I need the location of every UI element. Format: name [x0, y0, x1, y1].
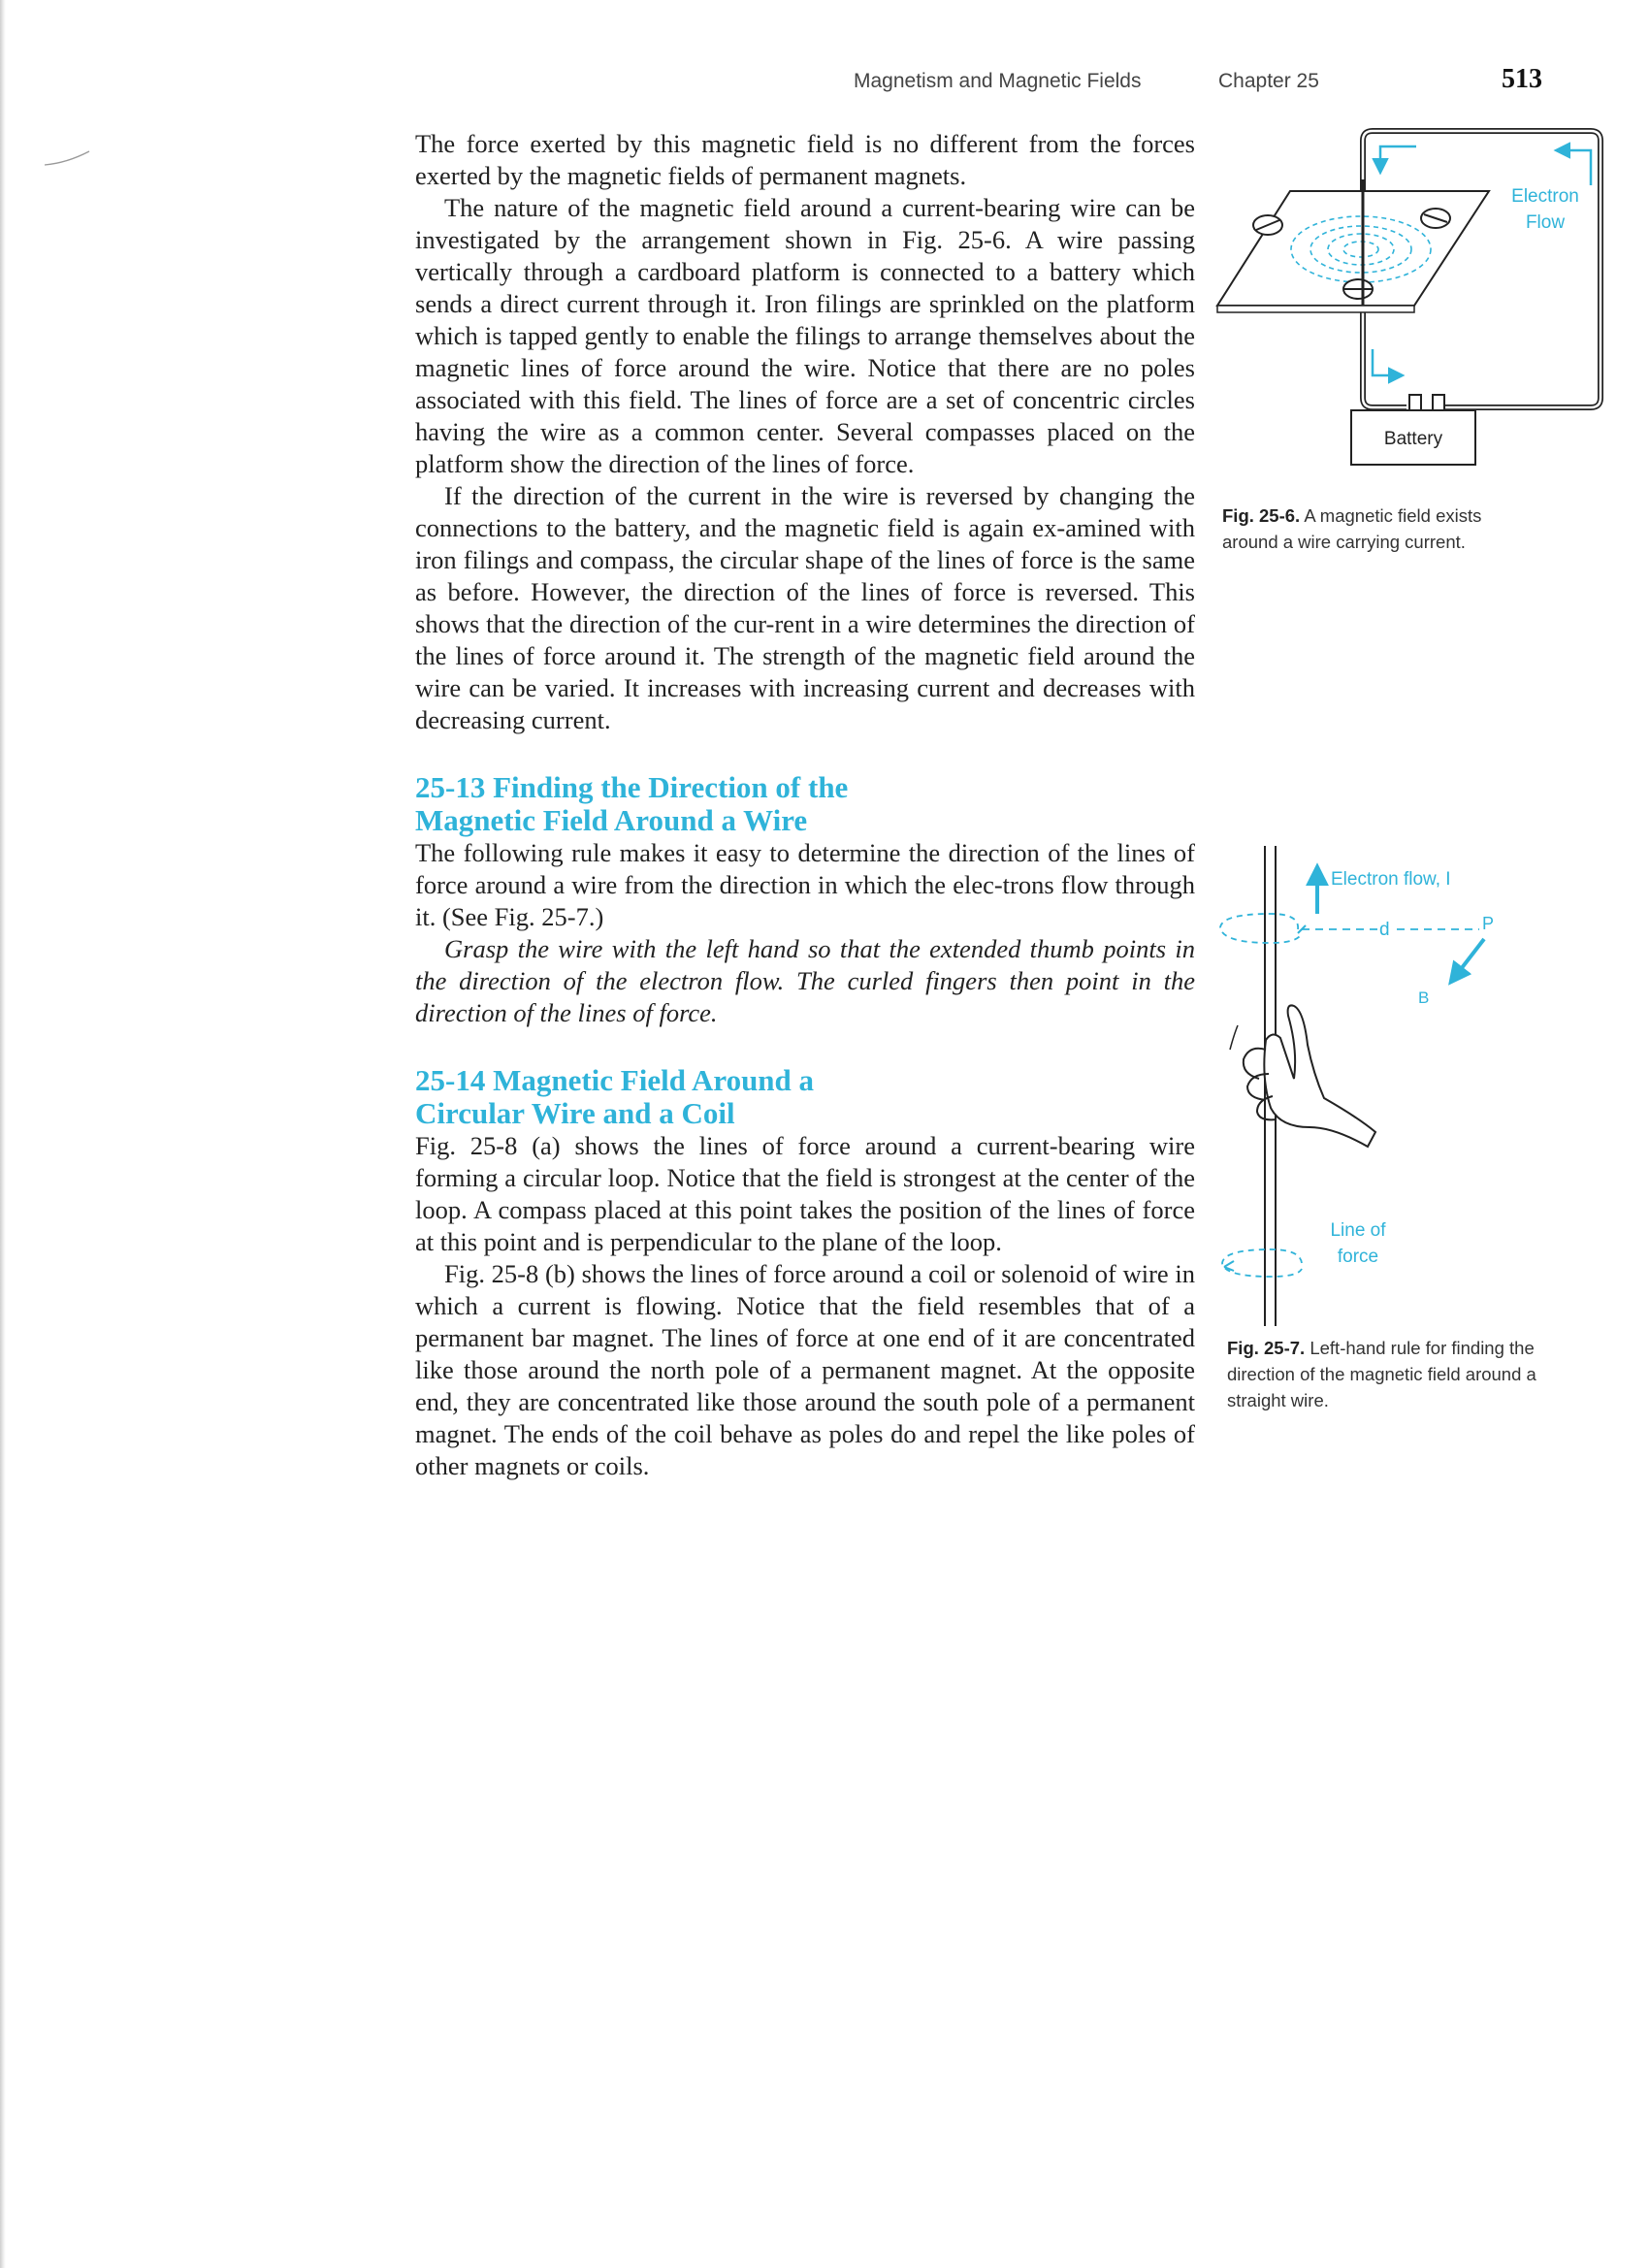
figure-25-6-caption [1222, 502, 1542, 555]
paragraph: The nature of the magnetic field around a current-bearing wire can be investigated by the arrangement shown in Fig. 25-6. A wire passing vertically through a cardboard platform is connected to a battery which sends a direct current through it. Iron filings are sprinkled on the platform which is tapped gently to enable the filings to arrange themselves about the magnetic lines of force around the wire. Notice that there are no poles associated with this field. The lines of force are a set of concentric circles having the wire as a common center. Several compasses placed on the platform show the direction of the lines of force. [415, 193, 1195, 478]
caption-text: A magnetic field exists around a wire carrying current. [1222, 505, 1482, 552]
paragraph: The force exerted by this magnetic field is no different from the forces exerted by the magnetic fields of permanent magnets. [415, 129, 1195, 190]
left-hand-icon [1230, 1005, 1375, 1147]
scan-mark [43, 147, 91, 169]
heading-line: Circular Wire and a Coil [415, 1096, 735, 1130]
point-label: P [1482, 914, 1495, 933]
page-edge [0, 0, 6, 2268]
heading-line: 25-13 Finding the Direction of the [415, 770, 849, 804]
heading-line: 25-14 Magnetic Field Around a [415, 1063, 815, 1097]
paragraph: The following rule makes it easy to determine the direction of the lines of force around a wire from the direction in which the elec-trons flow through it. (See Fig. 25-7.) [415, 838, 1195, 931]
caption-text: Left-hand rule for finding the direction of the magnetic field around a straight wire. [1227, 1338, 1536, 1410]
heading-line: Magnetic Field Around a Wire [415, 803, 808, 837]
section-heading-25-13 [415, 771, 1195, 837]
electron-flow-label: Electron flow, I [1331, 869, 1451, 890]
running-head [854, 64, 1542, 103]
battery-label: Battery [1383, 429, 1443, 449]
line-of-label: Line of [1330, 1220, 1386, 1241]
caption-number: Fig. 25-6. [1222, 505, 1301, 526]
paragraph: Fig. 25-8 (b) shows the lines of force around a coil or solenoid of wire in which a current is flowing. Notice that the field resembles that of a permanent bar magnet. The lines of force at one end of it are concentrated like those around the north pole of a permanent magnet. At the opposite end, they are concentrated like those around the south pole of a permanent magnet. The ends of the coil behave as poles do and repel the like poles of other magnets or coils. [415, 1259, 1195, 1480]
force-label: force [1337, 1247, 1379, 1267]
left-hand-rule-statement: Grasp the wire with the left hand so that the extended thumb points in the direction of the electron flow. The curled fingers then point in the direction of the lines of force. [415, 934, 1195, 1027]
caption-number: Fig. 25-7. [1227, 1338, 1306, 1358]
running-head-title: Magnetism and Magnetic Fields [854, 70, 1142, 92]
section-heading-25-14 [415, 1064, 1195, 1130]
main-text-column [415, 128, 1195, 1482]
paragraph: Fig. 25-8 (a) shows the lines of force around a current-bearing wire forming a circular loop. Notice that the field is strongest at the center of the loop. A compass placed at this point takes the position of the lines of force at this point and is perpendicular to the plane of the loop. [415, 1131, 1195, 1256]
running-head-chapter: Chapter 25 [1218, 70, 1319, 92]
page-number: 513 [1502, 64, 1542, 94]
flow-label: Flow [1525, 212, 1566, 233]
field-vector-label: B [1418, 988, 1430, 1007]
distance-label: d [1379, 920, 1390, 940]
figure-25-7 [1212, 836, 1523, 1341]
electron-label: Electron [1511, 186, 1579, 207]
figure-25-6 [1208, 121, 1615, 480]
paragraph: If the direction of the current in the wire is reversed by changing the connections to the battery, and the magnetic field is again ex-amined with iron filings and compass, the circular shape of the lines of force is the same as before. However, the direction of the lines of force is reversed. This shows that the direction of the cur-rent in a wire determines the direction of the lines of force around it. The strength of the magnetic field around the wire can be varied. It increases with increasing current and decreases with decreasing current. [415, 481, 1195, 734]
figure-25-7-caption [1227, 1335, 1537, 1413]
